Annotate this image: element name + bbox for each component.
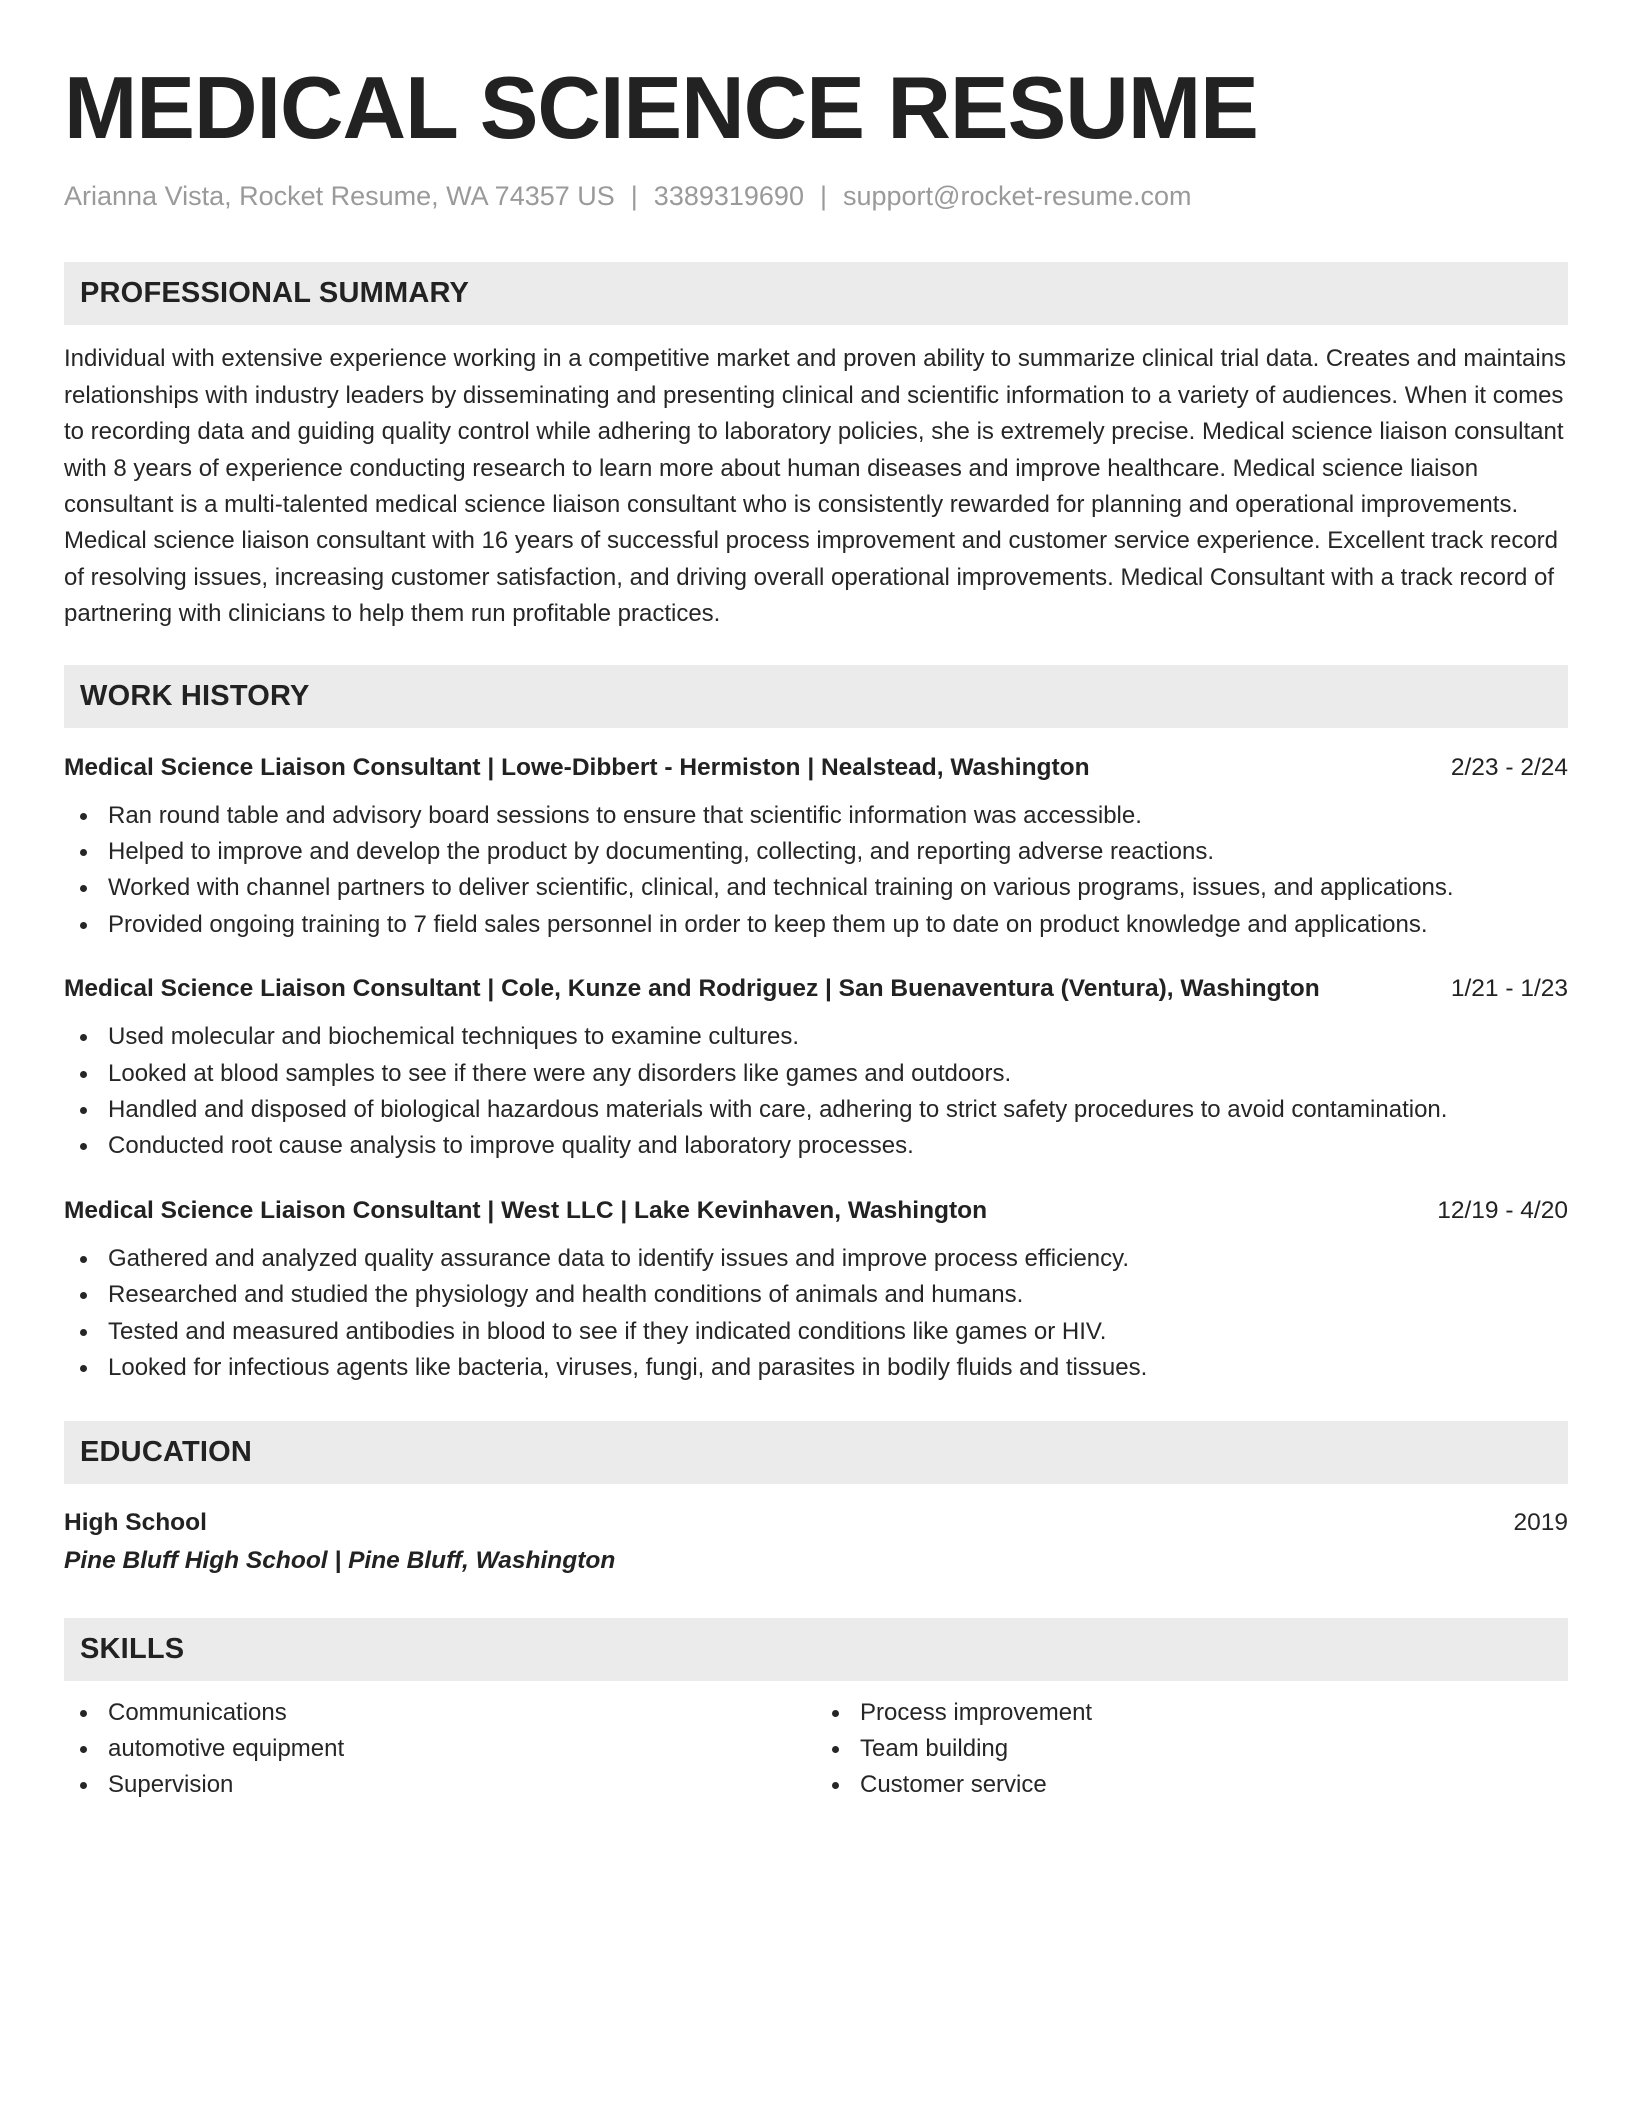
section-header-skills: SKILLS	[64, 1618, 1568, 1681]
contact-separator: |	[630, 181, 638, 211]
skills-column-right	[816, 1695, 1568, 1804]
job-header	[64, 973, 1568, 1005]
skills-list	[64, 1695, 816, 1804]
contact-separator: |	[819, 181, 827, 211]
job-bullet: Worked with channel partners to deliver scientific, clinical, and technical training on various programs, issues, and applications.	[64, 870, 1568, 906]
job-header	[64, 752, 1568, 784]
skill-item: Communications	[64, 1695, 816, 1731]
job-bullets	[64, 798, 1568, 944]
summary-text: Individual with extensive experience working in a competitive market and proven ability to summarize clinical trial data. Creates and maintains relationships with industry leaders by disseminating and presenting clinical and scientific information to a variety of audiences. When it comes to recording data and guiding quality control while adhering to laboratory policies, she is extremely precise. Medical science liaison consultant with 8 years of experience conducting research to learn more about human diseases and improve healthcare. Medical science liaison consultant is a multi-talented medical science liaison consultant who is consistently rewarded for planning and operational improvements. Medical science liaison consultant with 16 years of successful process improvement and customer service experience. Excellent track record of resolving issues, increasing customer satisfaction, and driving overall operational improvements. Medical Consultant with a track record of partnering with clinicians to help them run profitable practices.	[64, 345, 1567, 628]
job-bullets	[64, 1019, 1568, 1165]
job-bullet: Looked at blood samples to see if there were any disorders like games and outdoors.	[64, 1056, 1568, 1092]
contact-phone: 3389319690	[653, 181, 804, 211]
job-dates: 12/19 - 4/20	[1437, 1196, 1568, 1224]
section-header-education: EDUCATION	[64, 1421, 1568, 1484]
skill-item: Customer service	[816, 1767, 1568, 1803]
job-bullet: Tested and measured antibodies in blood to see if they indicated conditions like games or HIV.	[64, 1314, 1568, 1350]
job-bullet: Provided ongoing training to 7 field sales personnel in order to keep them up to date on product knowledge and applications.	[64, 907, 1568, 943]
education-school: Pine Bluff High School | Pine Bluff, Washington	[64, 1546, 616, 1574]
contact-email: support@rocket-resume.com	[842, 181, 1192, 211]
skill-item: Team building	[816, 1731, 1568, 1767]
contact-line	[64, 180, 1568, 212]
job-title: Medical Science Liaison Consultant | Lowe-Dibbert - Hermiston | Nealstead, Washington	[64, 753, 1090, 781]
skill-item: automotive equipment	[64, 1731, 816, 1767]
job-entry	[64, 973, 1568, 1165]
job-bullet: Conducted root cause analysis to improve quality and laboratory processes.	[64, 1128, 1568, 1164]
section-header-work-history: WORK HISTORY	[64, 665, 1568, 728]
job-dates: 1/21 - 1/23	[1450, 975, 1568, 1003]
job-title: Medical Science Liaison Consultant | West LLC | Lake Kevinhaven, Washington	[64, 1196, 988, 1224]
job-bullet: Ran round table and advisory board sessions to ensure that scientific information was accessible.	[64, 798, 1568, 834]
job-bullet: Looked for infectious agents like bacteria, viruses, fungi, and parasites in bodily fluids and tissues.	[64, 1350, 1568, 1386]
skill-item: Process improvement	[816, 1695, 1568, 1731]
education-header	[64, 1504, 1568, 1542]
job-bullet: Used molecular and biochemical techniques to examine cultures.	[64, 1019, 1568, 1055]
job-bullet: Researched and studied the physiology and health conditions of animals and humans.	[64, 1277, 1568, 1313]
job-header	[64, 1195, 1568, 1227]
job-entry	[64, 1195, 1568, 1387]
job-entry	[64, 752, 1568, 944]
skill-item: Supervision	[64, 1767, 816, 1803]
education-degree: High School	[64, 1508, 207, 1536]
contact-address: Arianna Vista, Rocket Resume, WA 74357 US	[64, 181, 615, 211]
job-bullet: Handled and disposed of biological hazardous materials with care, adhering to strict safety procedures to avoid contamination.	[64, 1092, 1568, 1128]
job-title: Medical Science Liaison Consultant | Cole, Kunze and Rodriguez | San Buenaventura (Ventura), Washington	[64, 975, 1320, 1003]
job-bullets	[64, 1241, 1568, 1387]
skills-grid	[64, 1695, 1568, 1804]
resume-title: MEDICAL SCIENCE RESUME	[64, 58, 1258, 157]
section-header-summary: PROFESSIONAL SUMMARY	[64, 262, 1568, 325]
education-year: 2019	[1513, 1508, 1568, 1536]
skills-list	[816, 1695, 1568, 1804]
job-bullet: Gathered and analyzed quality assurance data to identify issues and improve process efficiency.	[64, 1241, 1568, 1277]
job-bullet: Helped to improve and develop the product by documenting, collecting, and reporting adverse reactions.	[64, 834, 1568, 870]
skills-column-left	[64, 1695, 816, 1804]
education-entry	[64, 1504, 1568, 1580]
job-dates: 2/23 - 2/24	[1450, 753, 1568, 781]
